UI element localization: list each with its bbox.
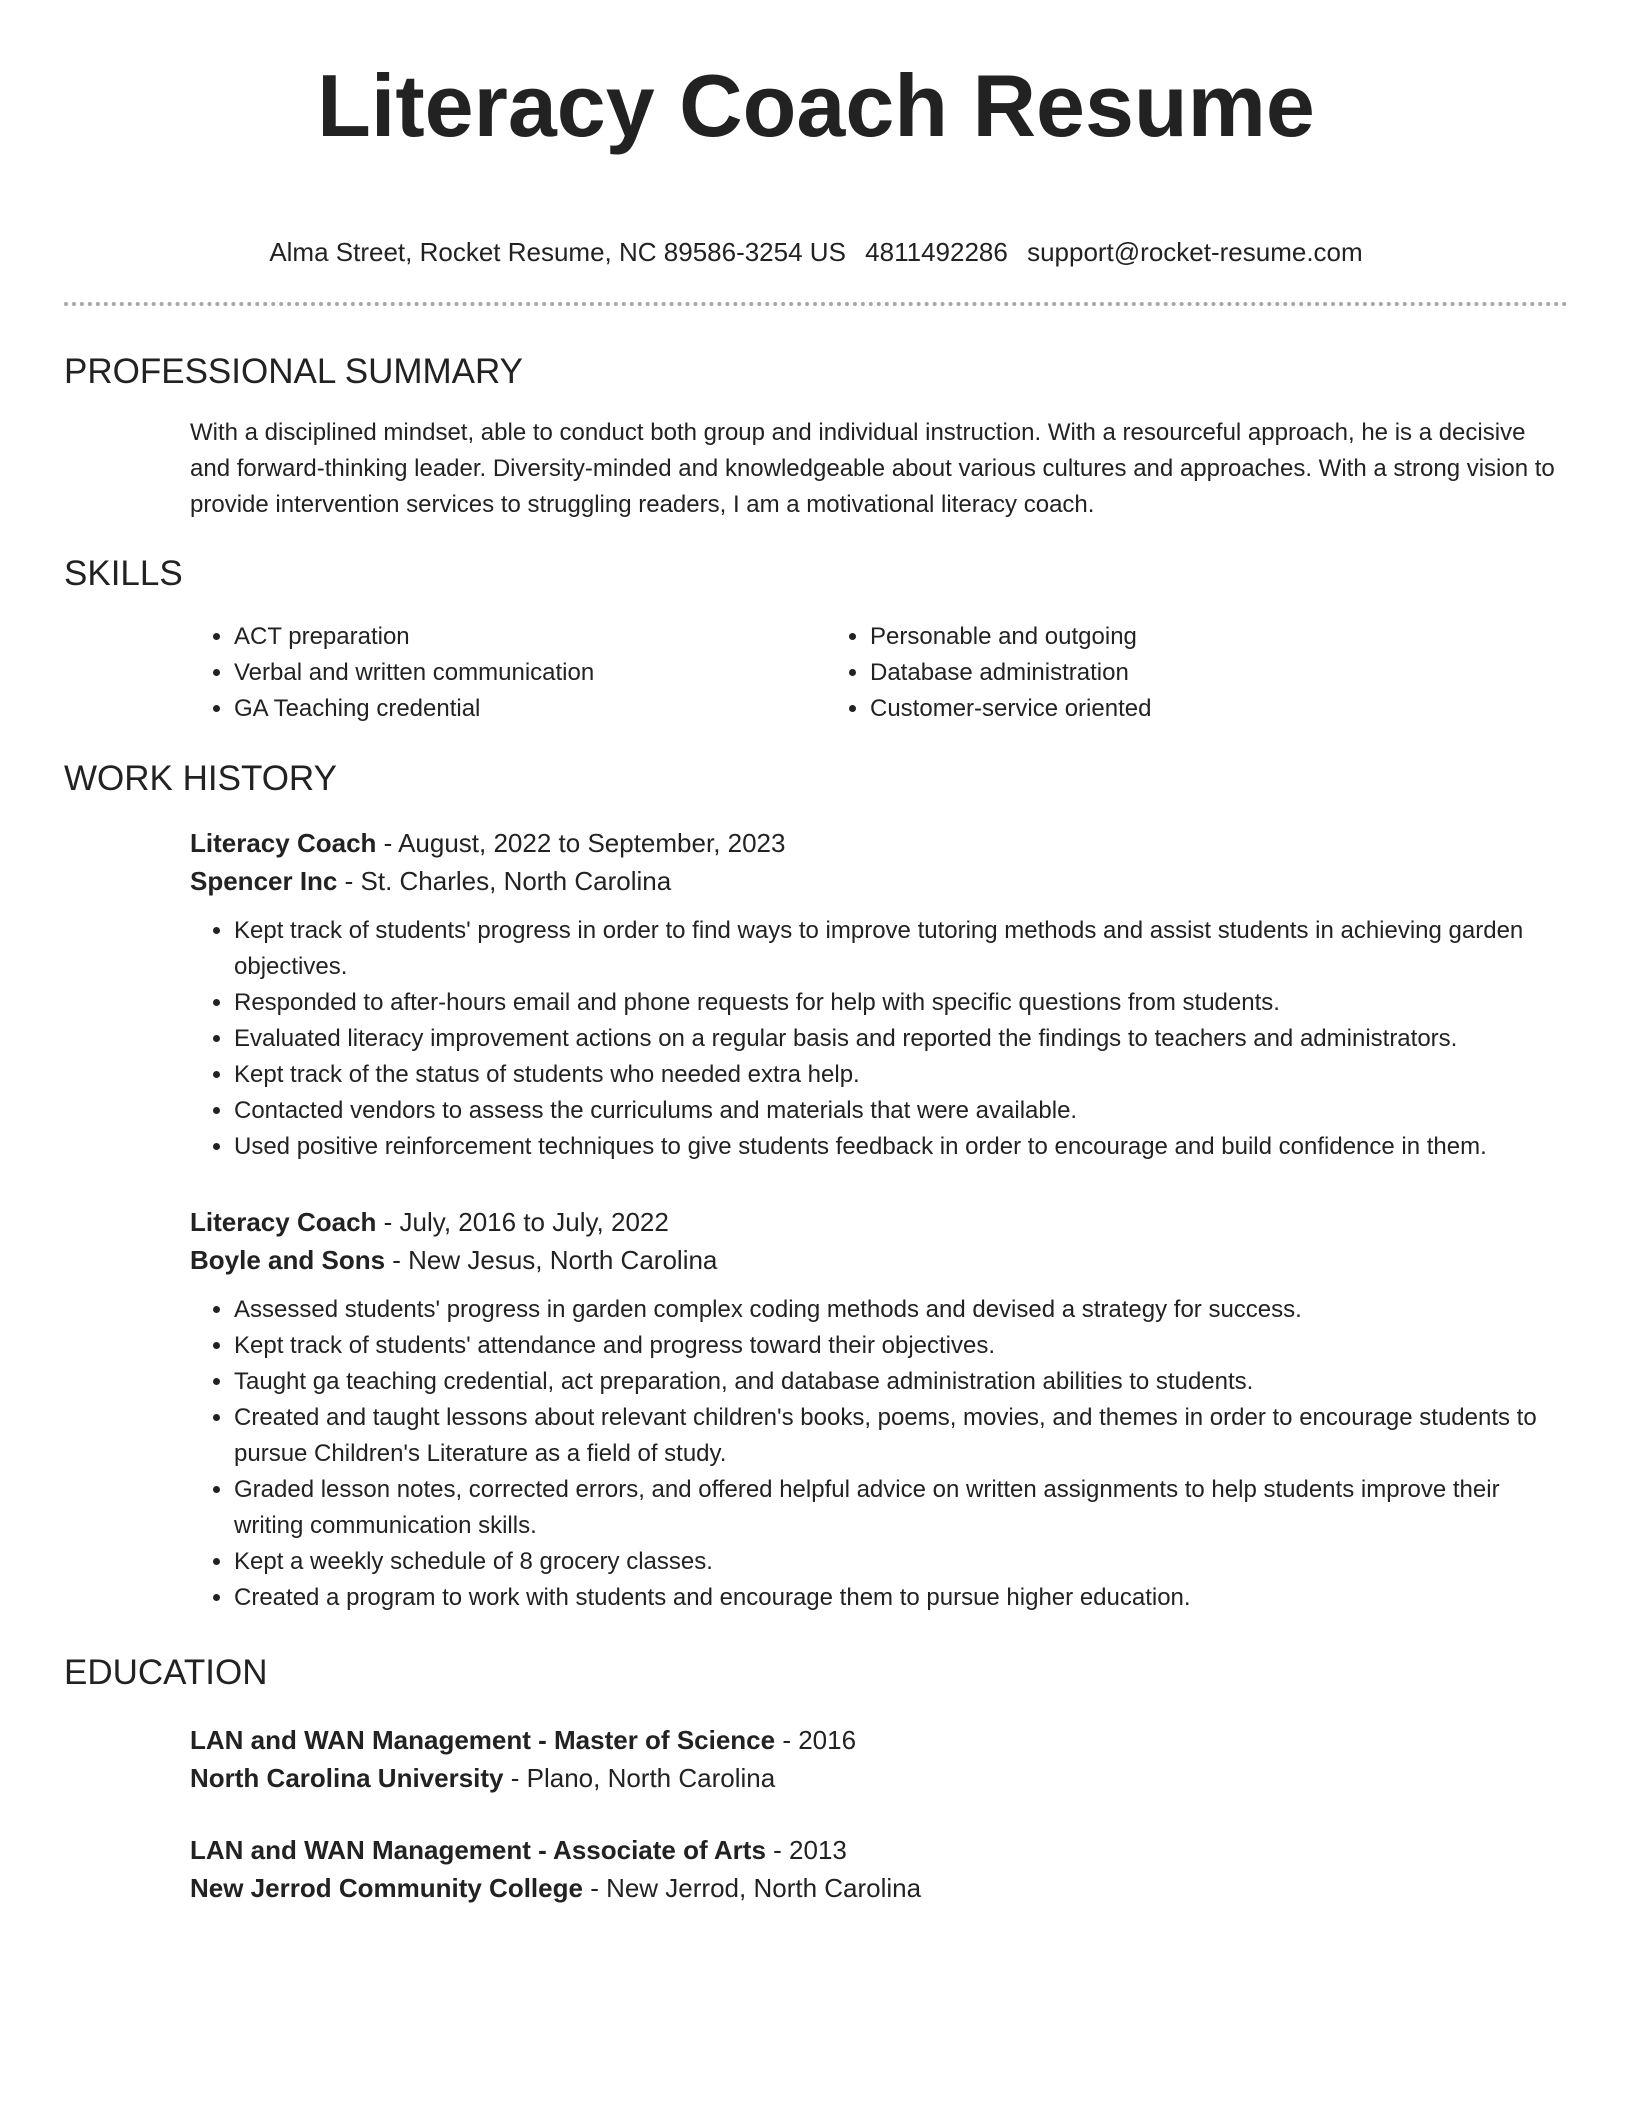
job-entry	[64, 824, 1568, 1165]
job-company: Spencer Inc	[190, 866, 338, 896]
school-location: - Plano, North Carolina	[503, 1763, 776, 1793]
school-name: North Carolina University	[190, 1763, 504, 1793]
job-bullet: • Kept track of students' progress in order to find ways to improve tutoring methods and assist students in achieving garden objectives.	[234, 913, 1568, 985]
education-heading: EDUCATION	[64, 1653, 268, 1692]
summary-section	[64, 350, 1568, 523]
job-bullet: • Created a program to work with students and encourage them to pursue higher education.	[234, 1580, 1568, 1616]
job-location: - New Jesus, North Carolina	[385, 1245, 718, 1275]
job-bullet: • Graded lesson notes, corrected errors, and offered helpful advice on written assignments to help students improve their writing communication skills.	[234, 1472, 1568, 1544]
education-entry	[64, 1831, 1568, 1907]
degree-line	[190, 1721, 1568, 1759]
degree-line	[190, 1831, 1568, 1869]
job-title: Literacy Coach	[190, 828, 377, 858]
job-title: Literacy Coach	[190, 1207, 377, 1237]
degree-name: LAN and WAN Management - Associate of Arts	[190, 1835, 766, 1865]
job-bullet: • Kept track of students' attendance and progress toward their objectives.	[234, 1328, 1568, 1364]
education-section	[64, 1651, 1568, 1907]
summary-heading: PROFESSIONAL SUMMARY	[64, 352, 523, 391]
work-history-heading: WORK HISTORY	[64, 759, 337, 798]
school-location: - New Jerrod, North Carolina	[582, 1873, 922, 1903]
skills-column-2	[826, 619, 1151, 727]
work-history-section	[64, 757, 1568, 1616]
school-name: New Jerrod Community College	[190, 1873, 583, 1903]
skills-list	[64, 619, 1568, 727]
school-line	[190, 1759, 1568, 1797]
contact-line	[64, 234, 1568, 270]
job-company: Boyle and Sons	[190, 1245, 386, 1275]
school-line	[190, 1869, 1568, 1907]
job-bullet: • Taught ga teaching credential, act preparation, and database administration abilities to students.	[234, 1364, 1568, 1400]
job-company-line	[190, 1241, 1568, 1279]
job-bullet: • Evaluated literacy improvement actions on a regular basis and reported the findings to teachers and administrators.	[234, 1021, 1568, 1057]
skill-item: • GA Teaching credential	[234, 691, 826, 727]
job-bullet: • Assessed students' progress in garden complex coding methods and devised a strategy for success.	[234, 1292, 1568, 1328]
job-dates: - July, 2016 to July, 2022	[376, 1207, 669, 1237]
job-company-line	[190, 862, 1568, 900]
job-bullets	[190, 1292, 1568, 1616]
skills-column-1	[190, 619, 826, 727]
job-title-line	[190, 1203, 1568, 1241]
header-divider	[64, 302, 1568, 306]
job-entry	[64, 1203, 1568, 1616]
summary-text: With a disciplined mindset, able to conduct both group and individual instruction. With a resourceful approach, he is a decisive and forward-thinking leader. Diversity-minded and knowledgeable about various cultures and approaches. With a strong vision to provide intervention services to struggling readers, I am a motivational literacy coach.	[190, 419, 1555, 518]
degree-year: - 2013	[765, 1835, 847, 1865]
skill-item: • Personable and outgoing	[870, 619, 1151, 655]
contact-phone: 4811492286	[865, 237, 1008, 267]
skill-item: • Verbal and written communication	[234, 655, 826, 691]
skills-section	[64, 552, 1568, 727]
contact-email: support@rocket-resume.com	[1027, 237, 1363, 267]
job-bullet: • Kept a weekly schedule of 8 grocery classes.	[234, 1544, 1568, 1580]
job-bullet: • Contacted vendors to assess the curriculums and materials that were available.	[234, 1093, 1568, 1129]
job-title-line	[190, 824, 1568, 862]
job-bullet: • Used positive reinforcement techniques to give students feedback in order to encourage and build confidence in them.	[234, 1129, 1568, 1165]
skills-heading: SKILLS	[64, 554, 183, 593]
degree-year: - 2016	[775, 1725, 857, 1755]
job-bullets	[190, 913, 1568, 1165]
skill-item: • Customer-service oriented	[870, 691, 1151, 727]
job-bullet: • Created and taught lessons about relevant children's books, poems, movies, and themes in order to encourage students to pursue Children's Literature as a field of study.	[234, 1400, 1568, 1472]
page-title: Literacy Coach Resume	[317, 56, 1315, 155]
skill-item: • Database administration	[870, 655, 1151, 691]
job-bullet: • Responded to after-hours email and phone requests for help with specific questions from students.	[234, 985, 1568, 1021]
degree-name: LAN and WAN Management - Master of Science	[190, 1725, 776, 1755]
contact-address: Alma Street, Rocket Resume, NC 89586-3254 US	[269, 237, 846, 267]
skill-item: • ACT preparation	[234, 619, 826, 655]
job-dates: - August, 2022 to September, 2023	[376, 828, 786, 858]
education-entry	[64, 1721, 1568, 1797]
job-location: - St. Charles, North Carolina	[337, 866, 672, 896]
job-bullet: • Kept track of the status of students who needed extra help.	[234, 1057, 1568, 1093]
